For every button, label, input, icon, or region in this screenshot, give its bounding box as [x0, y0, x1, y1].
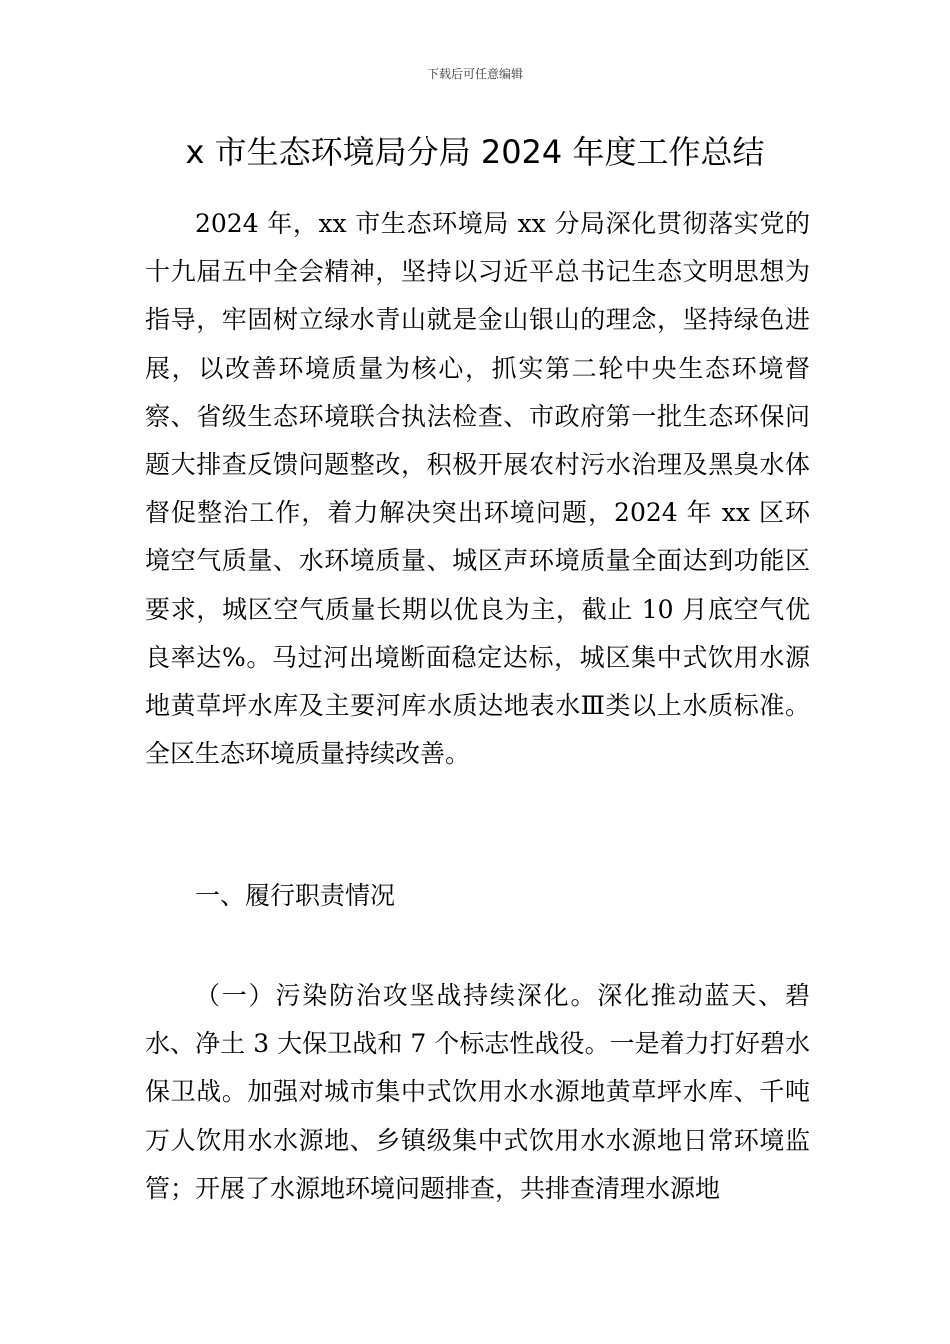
intro-paragraph: 2024 年，xx 市生态环境局 xx 分局深化贯彻落实党的十九届五中全会精神，坚持以习近平总书记生态文明思想为指导，牢固树立绿水青山就是金山银山的理念，坚持绿色进展，以改善环境质量为核心，抓实第二轮中央生态环境督察、省级生态环境联合执法检查、市政府第一批生态环保问题大排查反馈问题整改，积极开展农村污水治理及黑臭水体督促整治工作，着力解决突出环境问题，2024 年 xx 区环境空气质量、水环境质量、城区声环境质量全面达到功能区要求，城区空气质量长期以优良为主，截止 10 月底空气优良率达%。马过河出境断面稳定达标，城区集中式饮用水源地黄草坪水库及主要河库水质达地表水Ⅲ类以上水质标准。全区生态环境质量持续改善。	[145, 209, 810, 769]
header-note: 下载后可任意编辑	[426, 67, 523, 81]
section-heading: 一、履行职责情况	[195, 881, 396, 910]
body-paragraph: （一）污染防治攻坚战持续深化。深化推动蓝天、碧水、净土 3 大保卫战和 7 个标志性战役。一是着力打好碧水保卫战。加强对城市集中式饮用水水源地黄草坪水库、千吨万人饮用水水源地、乡镇级集中式饮用水水源地日常环境监管；开展了水源地环境问题排查，共排查清理水源地	[145, 981, 810, 1203]
document-title: x 市生态环境局分局 2024 年度工作总结	[185, 133, 765, 171]
